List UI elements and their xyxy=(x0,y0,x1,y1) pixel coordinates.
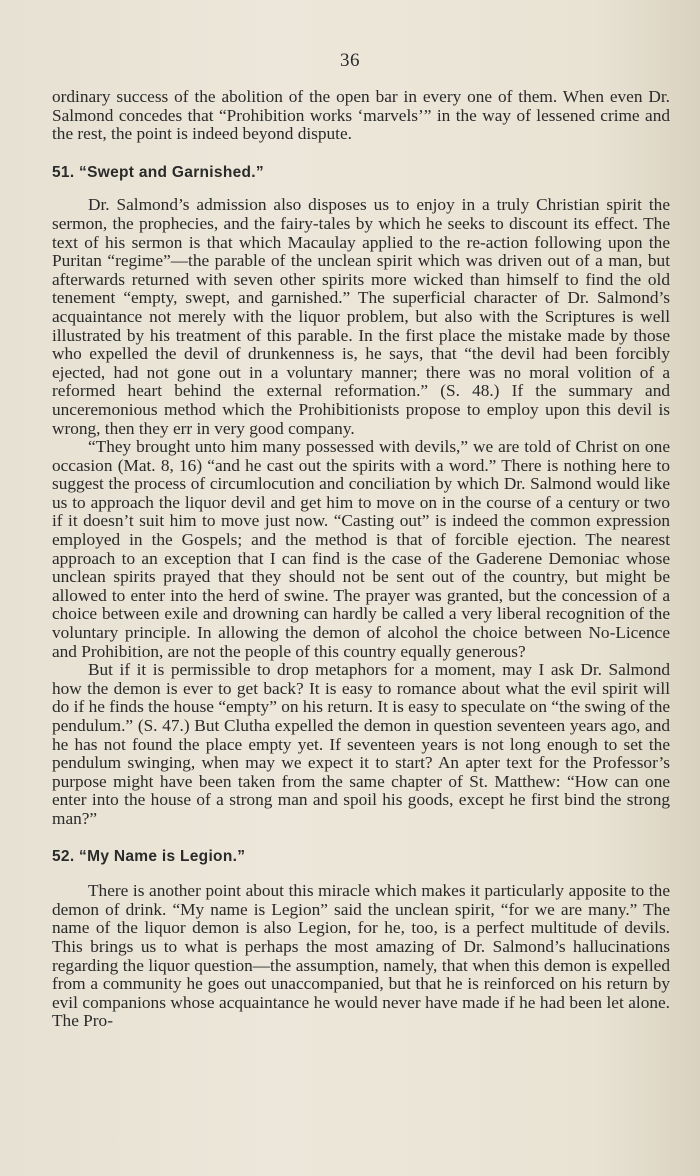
section-51-paragraph-2: “They brought unto him many possessed with devils,” we are told of Christ on one occasion (Mat. 8, 16) “and he cast out the spirits with a word.” There is nothing here to suggest the process of circumlocution and conciliation by which Dr. Salmond would like us to approach the liquor devil and get him to move on in the course of a century or two if it doesn’t suit him to move just now. “Casting out” is indeed the common expression employed in the Gospels; and the method is that of forcible ejection. The nearest approach to an exception that I can find is the case of the Gaderene Demoniac whose unclean spirits prayed that they should not be sent out of the country, but might be allowed to enter into the herd of swine. The prayer was granted, but the concession of a choice between exile and drowning can hardly be called a very liberal recognition of the voluntary principle. In allowing the demon of alcohol the choice between No-Licence and Prohibition, are not the people of this country equally generous? xyxy=(52,437,670,661)
section-51-paragraph-1: Dr. Salmond’s admission also disposes us to enjoy in a truly Christian spirit the sermon, the prophecies, and the fairy-tales by which he seeks to discount its effect. The text of his sermon is that which Macaulay applied to the re-action following upon the Puritan “regime”—the parable of the unclean spirit which was driven out of a man, but afterwards returned with seven other spirits more wicked than himself to find the old tenement “empty, swept, and garnished.” The superficial character of Dr. Salmond’s acquaintance not merely with the liquor problem, but also with the Scriptures is well illustrated by his treatment of this parable. In the first place the mistake made by those who expelled the devil of drunkenness is, he says, that “the devil had been forcibly ejected, had not gone out in a voluntary manner; there was no moral volition of a reformed heart behind the external reformation.” (S. 48.) If the summary and unceremonious method which the Prohibitionists propose to employ upon this devil is wrong, then they err in very good company. xyxy=(52,195,670,438)
intro-paragraph: ordinary success of the abolition of the open bar in every one of them. When even Dr. Salmond concedes that “Prohibition works ‘marvels’” in the way of lessened crime and the rest, the point is indeed beyond dispute. xyxy=(52,87,670,144)
section-51-heading: 51. “Swept and Garnished.” xyxy=(52,163,264,181)
section-51-paragraph-3: But if it is permissible to drop metaphors for a moment, may I ask Dr. Salmond how the demon is ever to get back? It is easy to romance about what the evil spirit will do if he finds the house “empty” on his return. It is easy to speculate on “the swing of the pendulum.” (S. 47.) But Clutha expelled the demon in question seventeen years ago, and he has not found the place empty yet. If seventeen years is not long enough to set the pendulum swinging, when may we expect it to start? An apter text for the Professor’s purpose might have been taken from the same chapter of St. Matthew: “How can one enter into the house of a strong man and spoil his goods, except he first bind the strong man?” xyxy=(52,660,670,828)
page-body xyxy=(52,88,670,1031)
section-52-paragraph-1: There is another point about this miracle which makes it particularly apposite to the demon of drink. “My name is Legion” said the unclean spirit, “for we are many.” The name of the liquor demon is also Legion, for he, too, is a perfect multitude of devils. This brings us to what is perhaps the most amazing of Dr. Salmond’s hallucinations regarding the liquor question—the assumption, namely, that when this demon is expelled from a community he goes out unaccompanied, but that he is reinforced on his return by evil companions whose acquaintance he would never have made if he had been let alone. The Pro- xyxy=(52,881,670,1031)
section-52-heading: 52. “My Name is Legion.” xyxy=(52,847,246,865)
page-number: 36 xyxy=(340,50,360,71)
